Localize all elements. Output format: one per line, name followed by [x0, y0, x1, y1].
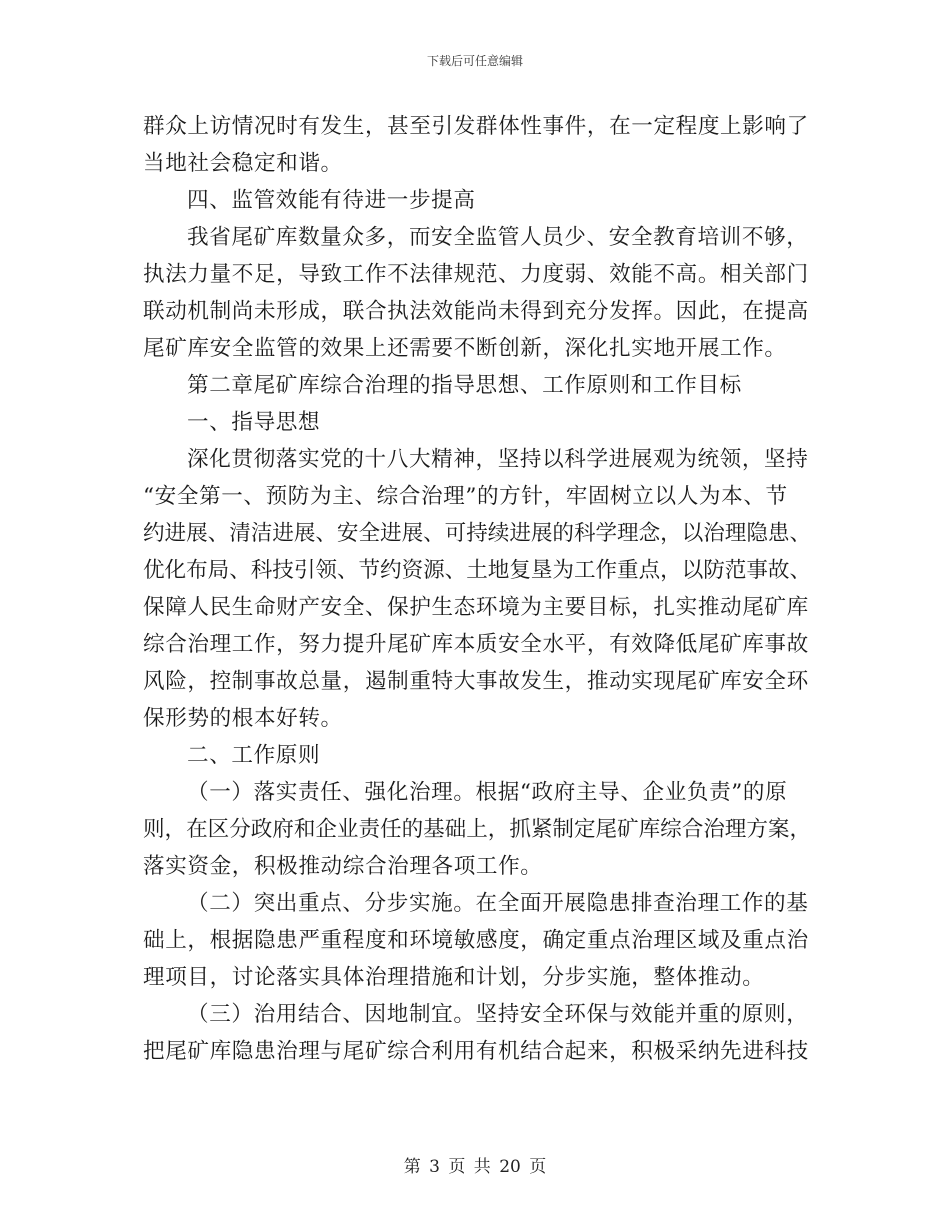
text-line: 当地社会稳定和谐。: [143, 151, 343, 176]
text-line: 四、监管效能有待进一步提高: [187, 188, 476, 213]
text-line: “安全第一、预防为主、综合治理”的方针，牢固树立以人为本、节: [143, 484, 788, 509]
text-line: 我省尾矿库数量众多，而安全监管人员少、安全教育培训不够，: [187, 225, 809, 250]
text-line: （三）治用结合、因地制宜。坚持安全环保与效能并重的原则，: [187, 1002, 809, 1027]
text-line: 二、工作原则: [187, 743, 321, 768]
text-line: 保障人民生命财产安全、保护生态环境为主要目标，扎实推动尾矿库: [143, 595, 809, 620]
text-line: 综合治理工作，努力提升尾矿库本质安全水平，有效降低尾矿库事故: [143, 632, 809, 657]
document-body: [143, 108, 811, 1070]
text-line: 第二章尾矿库综合治理的指导思想、工作原则和工作目标: [187, 373, 742, 398]
text-line: 执法力量不足，导致工作不法律规范、力度弱、效能不高。相关部门: [143, 262, 809, 287]
text-line: 把尾矿库隐患治理与尾矿综合利用有机结合起来，积极采纳先进科技: [143, 1039, 809, 1064]
text-line: 保形势的根本好转。: [143, 706, 343, 731]
page-number: 第 3 页 共 20 页: [403, 1157, 547, 1177]
text-line: 风险，控制事故总量，遏制重特大事故发生，推动实现尾矿库安全环: [143, 669, 809, 694]
text-line: 联动机制尚未形成，联合执法效能尚未得到充分发挥。因此，在提高: [143, 299, 809, 324]
text-line: 础上，根据隐患严重程度和环境敏感度，确定重点治理区域及重点治: [143, 928, 809, 953]
text-line: 约进展、清洁进展、安全进展、可持续进展的科学理念，以治理隐患、: [143, 521, 811, 546]
text-line: 落实资金，积极推动综合治理各项工作。: [143, 854, 543, 879]
text-line: 尾矿库安全监管的效果上还需要不断创新，深化扎实地开展工作。: [143, 336, 787, 361]
text-line: 群众上访情况时有发生，甚至引发群体性事件，在一定程度上影响了: [143, 114, 809, 139]
text-line: （二）突出重点、分步实施。在全面开展隐患排查治理工作的基: [187, 891, 809, 916]
text-line: 则，在区分政府和企业责任的基础上，抓紧制定尾矿库综合治理方案，: [143, 817, 811, 842]
page-header-note: 下载后可任意编辑: [426, 54, 523, 68]
text-line: 一、指导思想: [187, 410, 321, 435]
text-line: 优化布局、科技引领、节约资源、土地复垦为工作重点，以防范事故、: [143, 558, 811, 583]
text-line: 深化贯彻落实党的十八大精神，坚持以科学进展观为统领，坚持: [187, 447, 809, 472]
text-line: （一）落实责任、强化治理。根据“政府主导、企业负责”的原: [187, 780, 788, 805]
text-line: 理项目，讨论落实具体治理措施和计划，分步实施，整体推动。: [143, 965, 765, 990]
